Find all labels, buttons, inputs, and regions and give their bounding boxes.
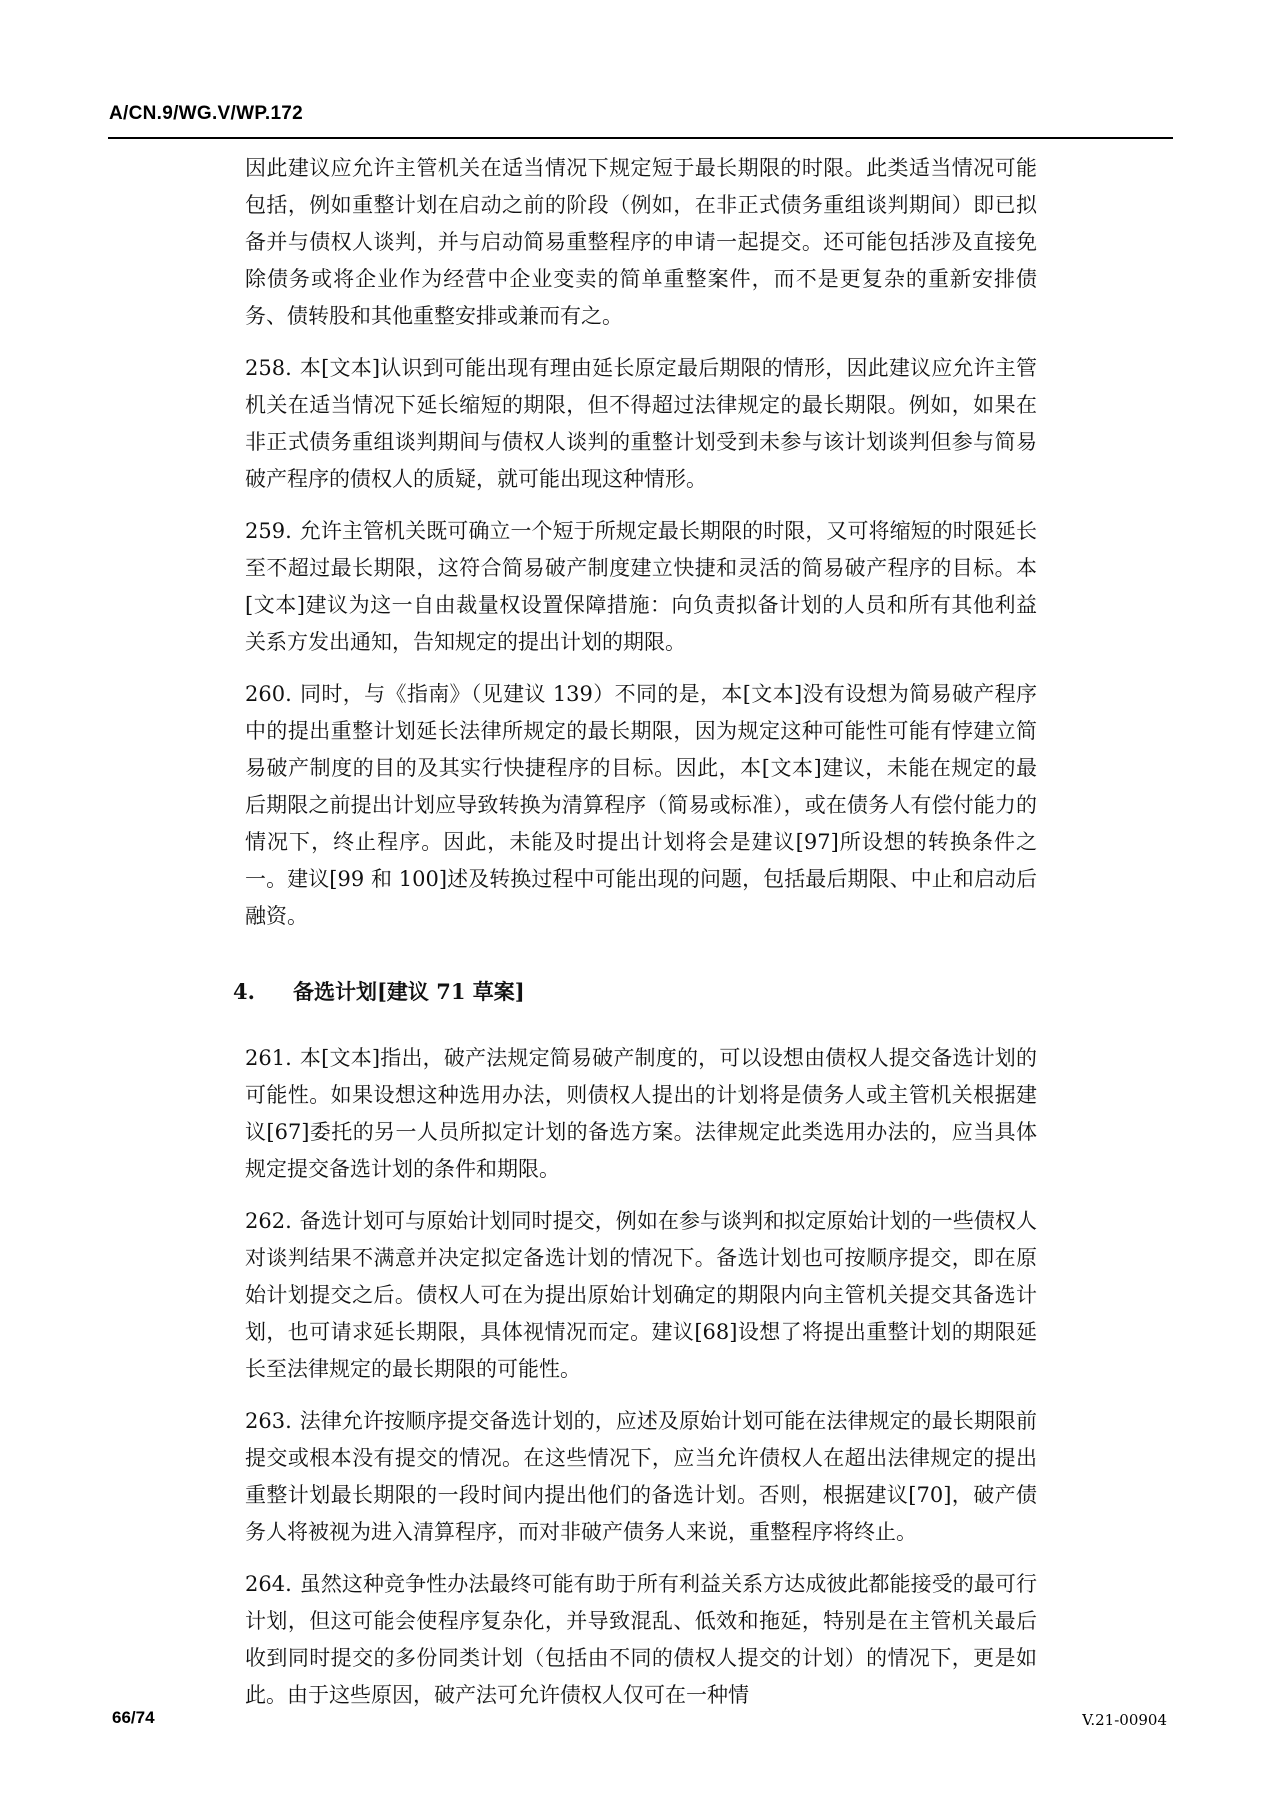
para-number: 261. — [245, 1046, 292, 1070]
para-number: 263. — [245, 1409, 292, 1433]
para-text: 因此建议应允许主管机关在适当情况下规定短于最长期限的时限。此类适当情况可能包括，例如重整计划在启动之前的阶段（例如，在非正式债务重组谈判期间）即已拟备并与债权人谈判，并与启动简易重整程序的申请一起提交。还可能包括涉及直接免除债务或将企业作为经营中企业变卖的简单重整案件，而不是更复杂的重新安排债务、债转股和其他重整安排或兼而有之。 — [245, 156, 1037, 328]
para-text: 同时，与《指南》（见建议 139）不同的是，本[文本]没有设想为简易破产程序中的提出重整计划延长法律所规定的最长期限，因为规定这种可能性可能有悖建立简易破产制度的目的及其实行快捷程序的目标。因此，本[文本]建议，未能在规定的最后期限之前提出计划应导致转换为清算程序（简易或标准），或在债务人有偿付能力的情况下，终止程序。因此，未能及时提出计划将会是建议[97]所设想的转换条件之一。建议[99 和 100]述及转换过程中可能出现的问题，包括最后期限、中止和启动后融资。 — [245, 682, 1037, 928]
para-text: 本[文本]认识到可能出现有理由延长原定最后期限的情形，因此建议应允许主管机关在适当情况下延长缩短的期限，但不得超过法律规定的最长期限。例如，如果在非正式债务重组谈判期间与债权人谈判的重整计划受到未参与该计划谈判但参与简易破产程序的债权人的质疑，就可能出现这种情形。 — [245, 356, 1037, 491]
section-number: 4. — [233, 979, 255, 1004]
header-rule — [108, 137, 1173, 139]
document-reference: V.21-00904 — [1082, 1711, 1167, 1729]
paragraph-259 — [245, 513, 1037, 661]
para-text: 法律允许按顺序提交备选计划的，应述及原始计划可能在法律规定的最长期限前提交或根本没有提交的情况。在这些情况下，应当允许债权人在超出法律规定的提出重整计划最长期限的一段时间内提出他们的备选计划。否则，根据建议[70]，破产债务人将被视为进入清算程序，而对非破产债务人来说，重整程序将终止。 — [245, 1409, 1037, 1544]
para-text: 虽然这种竞争性办法最终可能有助于所有利益关系方达成彼此都能接受的最可行计划，但这可能会使程序复杂化，并导致混乱、低效和拖延，特别是在主管机关最后收到同时提交的多份同类计划（包括由不同的债权人提交的计划）的情况下，更是如此。由于这些原因，破产法可允许债权人仅可在一种情 — [245, 1572, 1037, 1707]
document-symbol: A/CN.9/WG.V/WP.172 — [109, 103, 304, 124]
para-number: 259. — [245, 519, 292, 543]
paragraph-264 — [245, 1566, 1037, 1714]
paragraph-260 — [245, 676, 1037, 935]
document-body — [233, 150, 1037, 1729]
paragraph-continuation — [245, 150, 1037, 335]
para-number: 260. — [245, 682, 292, 706]
paragraph-263 — [245, 1403, 1037, 1551]
para-number: 258. — [245, 356, 292, 380]
section-heading — [233, 973, 1037, 1010]
para-number: 264. — [245, 1572, 292, 1596]
para-text: 本[文本]指出，破产法规定简易破产制度的，可以设想由债权人提交备选计划的可能性。如果设想这种选用办法，则债权人提出的计划将是债务人或主管机关根据建议[67]委托的另一人员所拟定计划的备选方案。法律规定此类选用办法的，应当具体规定提交备选计划的条件和期限。 — [245, 1046, 1037, 1181]
page-number: 66/74 — [112, 1708, 155, 1727]
para-text: 允许主管机关既可确立一个短于所规定最长期限的时限，又可将缩短的时限延长至不超过最长期限，这符合简易破产制度建立快捷和灵活的简易破产程序的目标。本[文本]建议为这一自由裁量权设置保障措施：向负责拟备计划的人员和所有其他利益关系方发出通知，告知规定的提出计划的期限。 — [245, 519, 1037, 654]
paragraph-261 — [245, 1040, 1037, 1188]
paragraph-262 — [245, 1203, 1037, 1388]
para-text: 备选计划可与原始计划同时提交，例如在参与谈判和拟定原始计划的一些债权人对谈判结果不满意并决定拟定备选计划的情况下。备选计划也可按顺序提交，即在原始计划提交之后。债权人可在为提出原始计划确定的期限内向主管机关提交其备选计划，也可请求延长期限，具体视情况而定。建议[68]设想了将提出重整计划的期限延长至法律规定的最长期限的可能性。 — [245, 1209, 1037, 1381]
paragraph-258 — [245, 350, 1037, 498]
para-number: 262. — [245, 1209, 292, 1233]
section-title: 备选计划[建议 71 草案] — [293, 979, 525, 1004]
